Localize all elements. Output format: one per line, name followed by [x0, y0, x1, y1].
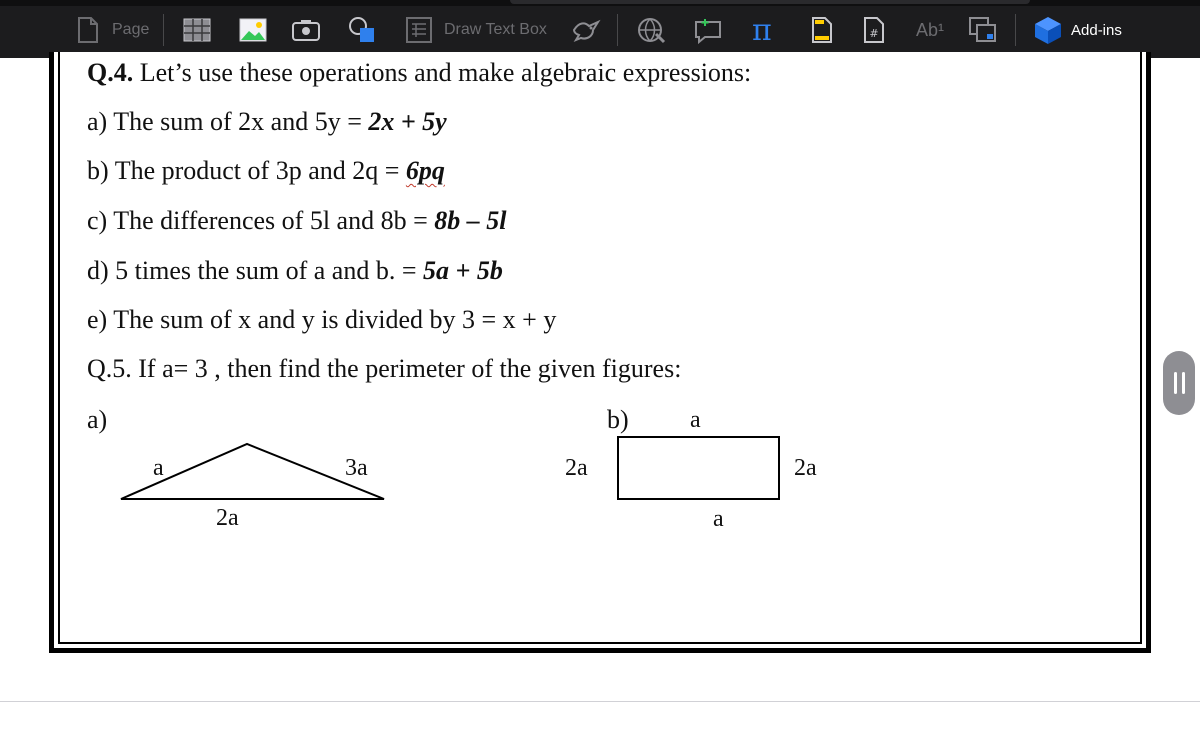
triangle-base-label: 2a: [216, 505, 239, 531]
q4-item-prompt: b) The product of 3p and 2q =: [87, 156, 406, 185]
q4-heading-text: Let’s use these operations and make algebraic expressions:: [133, 58, 752, 87]
handle-grip-line: [1174, 372, 1177, 394]
q4-item-answer: 2x + 5y: [368, 107, 447, 136]
svg-text:#: #: [869, 27, 879, 40]
status-divider: [0, 701, 1200, 702]
q4-number: Q.4.: [87, 58, 134, 87]
add-ins-label: Add-ins: [1071, 21, 1122, 39]
q4-item-answer-spellcheck[interactable]: 6pq: [405, 156, 445, 185]
figure-a-label: a): [87, 405, 108, 434]
rectangle-right-label: 2a: [794, 455, 817, 481]
superscript-label: Ab¹: [916, 19, 945, 40]
scroll-handle[interactable]: [1163, 351, 1195, 415]
rectangle-top-label: a: [690, 407, 701, 433]
rectangle-figure: [618, 437, 779, 499]
q4-item-prompt: c) The differences of 5l and 8b =: [87, 206, 435, 235]
q4-item-answer: 8b – 5l: [434, 206, 507, 235]
triangle-side-left-label: a: [153, 455, 164, 481]
pi-icon: π: [752, 12, 772, 48]
q4-item-prompt: d) 5 times the sum of a and b. =: [87, 256, 423, 285]
page-label: Page: [112, 21, 150, 38]
draw-text-box-label: Draw Text Box: [444, 21, 547, 38]
q4-item-prompt: a) The sum of 2x and 5y =: [87, 107, 369, 136]
rectangle-left-label: 2a: [565, 455, 588, 481]
q4-item-prompt: e) The sum of x and y is divided by 3 = x + y: [87, 305, 557, 334]
rectangle-bottom-label: a: [713, 506, 724, 532]
handle-grip-line: [1182, 372, 1185, 394]
triangle-side-right-label: 3a: [345, 455, 368, 481]
figure-b-label: b): [607, 405, 629, 434]
q5-heading: Q.5. If a= 3 , then find the perimeter of the given figures:: [87, 354, 682, 383]
q4-item-answer: 5a + 5b: [423, 256, 503, 285]
